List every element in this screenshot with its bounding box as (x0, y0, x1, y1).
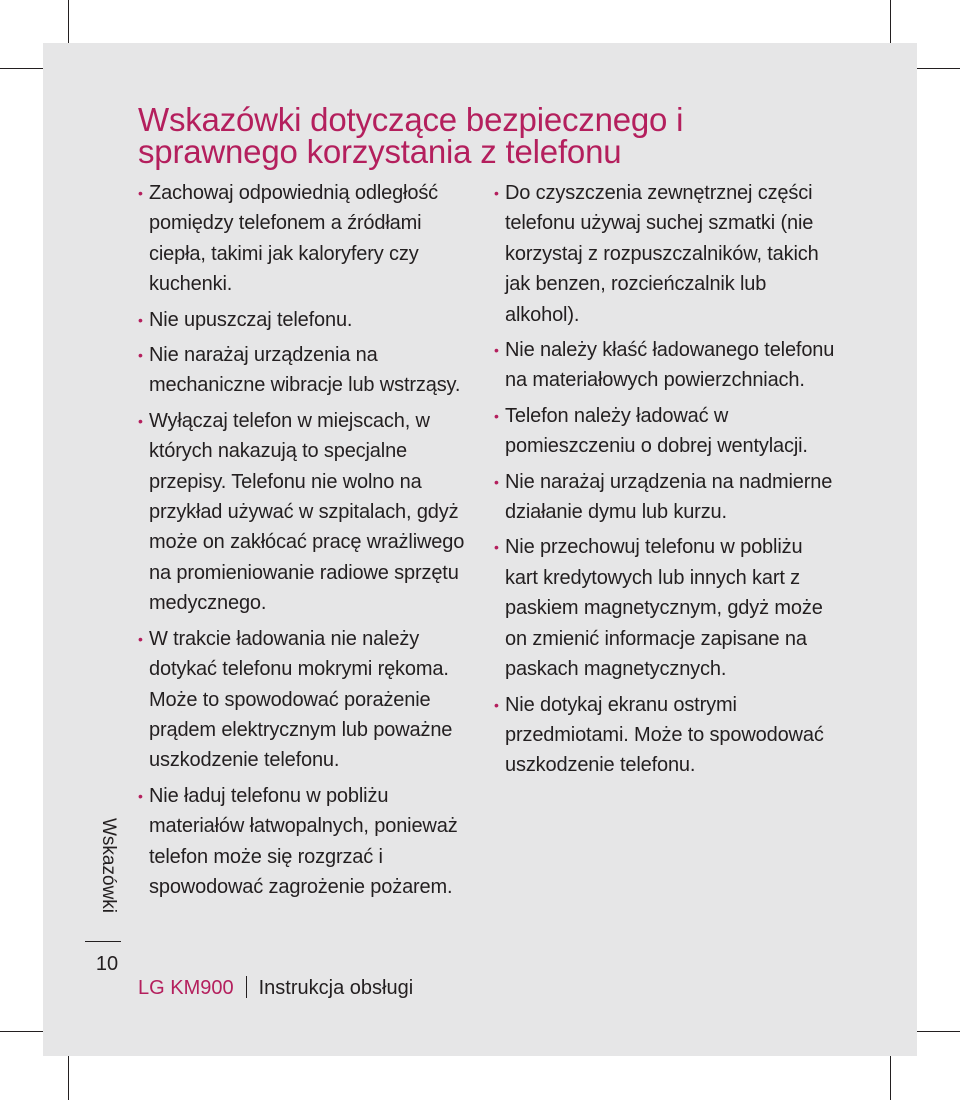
list-item: • Nie dotykaj ekranu ostrymi przedmiotami. Może to spowodować uszkodzenie telefonu. (494, 690, 839, 781)
crop-mark (917, 68, 960, 69)
list-item: • Nie upuszczaj telefonu. (138, 305, 478, 335)
footer-model: LG KM900 (138, 977, 234, 999)
section-side-label: Wskazówki (98, 818, 119, 914)
list-item: • Zachowaj odpowiednią odległość pomiędzy telefonem a źródłami ciepła, takimi jak kaloryfery czy kuchenki. (138, 178, 478, 300)
crop-mark (890, 0, 891, 43)
list-item: • Nie narażaj urządzenia na mechaniczne wibracje lub wstrząsy. (138, 340, 478, 401)
list-item: • Telefon należy ładować w pomieszczeniu o dobrej wentylacji. (494, 401, 839, 462)
left-column-list (138, 178, 478, 902)
page-title: Wskazówki dotyczące bezpiecznego i sprawnego korzystania z telefonu (138, 101, 684, 170)
crop-mark (68, 1056, 69, 1100)
crop-mark (890, 1056, 891, 1100)
right-column-list (494, 178, 839, 781)
list-item: • Wyłączaj telefon w miejscach, w których nakazują to specjalne przepisy. Telefonu nie wolno na przykład używać w szpitalach, gdyż może on zakłócać pracę wrażliwego na promieniowanie radiowe sprzętu medycznego. (138, 406, 478, 619)
side-divider (85, 941, 121, 942)
crop-mark (68, 0, 69, 43)
crop-mark (0, 1031, 43, 1032)
list-item: • Nie należy kłaść ładowanego telefonu na materiałowych powierzchniach. (494, 335, 839, 396)
list-item: • Nie przechowuj telefonu w pobliżu kart kredytowych lub innych kart z paskiem magnetycznym, gdyż może on zmienić informacje zapisane na paskach magnetycznych. (494, 532, 839, 684)
list-item: • Nie ładuj telefonu w pobliżu materiałów łatwopalnych, ponieważ telefon może się rozgrzać i spowodować zagrożenie pożarem. (138, 781, 478, 903)
page-number: 10 (95, 953, 119, 975)
footer-manual-title: Instrukcja obsługi (258, 977, 414, 999)
crop-mark (917, 1031, 960, 1032)
list-item: • Nie narażaj urządzenia na nadmierne działanie dymu lub kurzu. (494, 467, 839, 528)
list-item: • W trakcie ładowania nie należy dotykać telefonu mokrymi rękoma. Może to spowodować porażenie prądem elektrycznym lub poważne uszkodzenie telefonu. (138, 624, 478, 776)
list-item: • Do czyszczenia zewnętrznej części telefonu używaj suchej szmatki (nie korzystaj z rozpuszczalników, takich jak benzen, rozcieńczalnik lub alkohol). (494, 178, 839, 330)
footer-divider (246, 976, 247, 998)
footer (138, 974, 413, 1002)
crop-mark (0, 68, 43, 69)
